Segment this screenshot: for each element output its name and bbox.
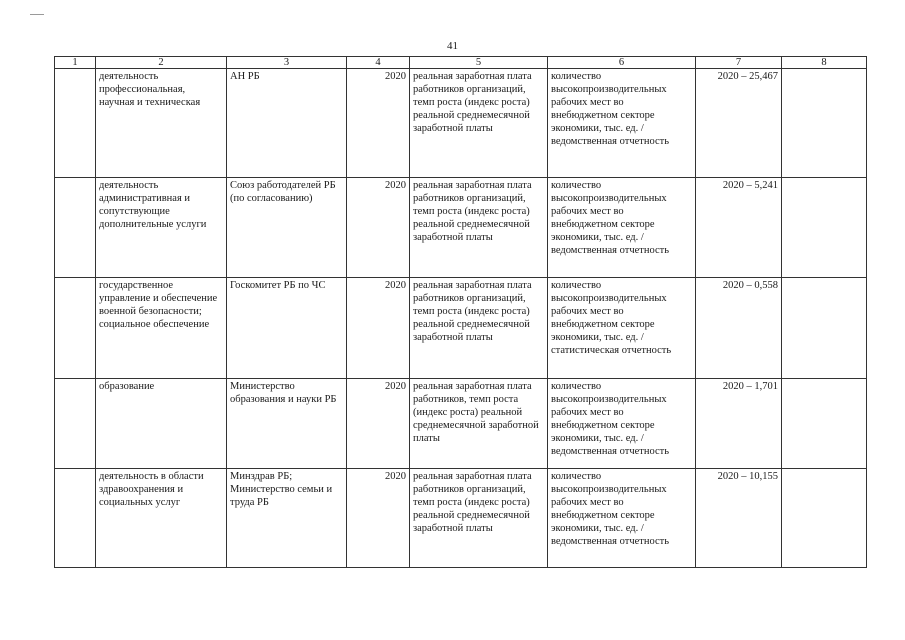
notes-cell xyxy=(782,379,867,469)
notes-cell xyxy=(782,178,867,278)
responsible-cell: Госкомитет РБ по ЧС xyxy=(227,278,347,379)
notes-cell xyxy=(782,469,867,568)
year-cell: 2020 xyxy=(347,469,410,568)
page-number: 41 xyxy=(447,40,458,52)
sector-cell: деятельность профессиональная, научная и техническая xyxy=(96,69,227,178)
column-header-4: 4 xyxy=(347,57,410,69)
responsible-cell: Союз работодателей РБ (по согласованию) xyxy=(227,178,347,278)
table-row xyxy=(55,278,867,379)
table-row xyxy=(55,69,867,178)
target-value-cell: 2020 – 1,701 xyxy=(696,379,782,469)
measure-cell: количество высокопроизводительных рабочих мест во внебюджетном секторе экономики, тыс. ед. / ведомственная отчетность xyxy=(548,379,696,469)
target-value-cell: 2020 – 25,467 xyxy=(696,69,782,178)
year-cell: 2020 xyxy=(347,278,410,379)
sector-cell: деятельность в области здравоохранения и социальных услуг xyxy=(96,469,227,568)
target-value-cell: 2020 – 10,155 xyxy=(696,469,782,568)
measure-cell: количество высокопроизводительных рабочих мест во внебюджетном секторе экономики, тыс. ед. / ведомственная отчетность xyxy=(548,69,696,178)
table-row xyxy=(55,469,867,568)
header-row xyxy=(55,57,867,69)
row-number-cell xyxy=(55,379,96,469)
notes-cell xyxy=(782,278,867,379)
indicator-cell: реальная заработная плата работников организаций, темп роста (индекс роста) реальной среднемесячной заработной платы xyxy=(410,469,548,568)
column-header-6: 6 xyxy=(548,57,696,69)
year-cell: 2020 xyxy=(347,69,410,178)
sector-cell: государственное управление и обеспечение военной безопасности; социальное обеспечение xyxy=(96,278,227,379)
sector-cell: деятельность административная и сопутствующие дополнительные услуги xyxy=(96,178,227,278)
column-header-8: 8 xyxy=(782,57,867,69)
indicator-cell: реальная заработная плата работников, темп роста (индекс роста) реальной среднемесячной заработной платы xyxy=(410,379,548,469)
sector-cell: образование xyxy=(96,379,227,469)
column-header-7: 7 xyxy=(696,57,782,69)
column-header-5: 5 xyxy=(410,57,548,69)
table-row xyxy=(55,379,867,469)
row-number-cell xyxy=(55,278,96,379)
row-number-cell xyxy=(55,469,96,568)
column-header-1: 1 xyxy=(55,57,96,69)
target-value-cell: 2020 – 5,241 xyxy=(696,178,782,278)
responsible-cell: АН РБ xyxy=(227,69,347,178)
responsible-cell: Минздрав РБ; Министерство семьи и труда РБ xyxy=(227,469,347,568)
row-number-cell xyxy=(55,178,96,278)
year-cell: 2020 xyxy=(347,178,410,278)
target-value-cell: 2020 – 0,558 xyxy=(696,278,782,379)
document-table xyxy=(54,56,867,568)
column-header-2: 2 xyxy=(96,57,227,69)
responsible-cell: Министерство образования и науки РБ xyxy=(227,379,347,469)
measure-cell: количество высокопроизводительных рабочих мест во внебюджетном секторе экономики, тыс. ед. / ведомственная отчетность xyxy=(548,178,696,278)
year-cell: 2020 xyxy=(347,379,410,469)
indicator-cell: реальная заработная плата работников организаций, темп роста (индекс роста) реальной среднемесячной заработной платы xyxy=(410,178,548,278)
measure-cell: количество высокопроизводительных рабочих мест во внебюджетном секторе экономики, тыс. ед. / статистическая отчетность xyxy=(548,278,696,379)
scan-artifact-mark xyxy=(30,14,44,15)
measure-cell: количество высокопроизводительных рабочих мест во внебюджетном секторе экономики, тыс. ед. / ведомственная отчетность xyxy=(548,469,696,568)
column-header-3: 3 xyxy=(227,57,347,69)
indicator-cell: реальная заработная плата работников организаций, темп роста (индекс роста) реальной среднемесячной заработной платы xyxy=(410,69,548,178)
indicator-cell: реальная заработная плата работников организаций, темп роста (индекс роста) реальной среднемесячной заработной платы xyxy=(410,278,548,379)
table-row xyxy=(55,178,867,278)
row-number-cell xyxy=(55,69,96,178)
notes-cell xyxy=(782,69,867,178)
